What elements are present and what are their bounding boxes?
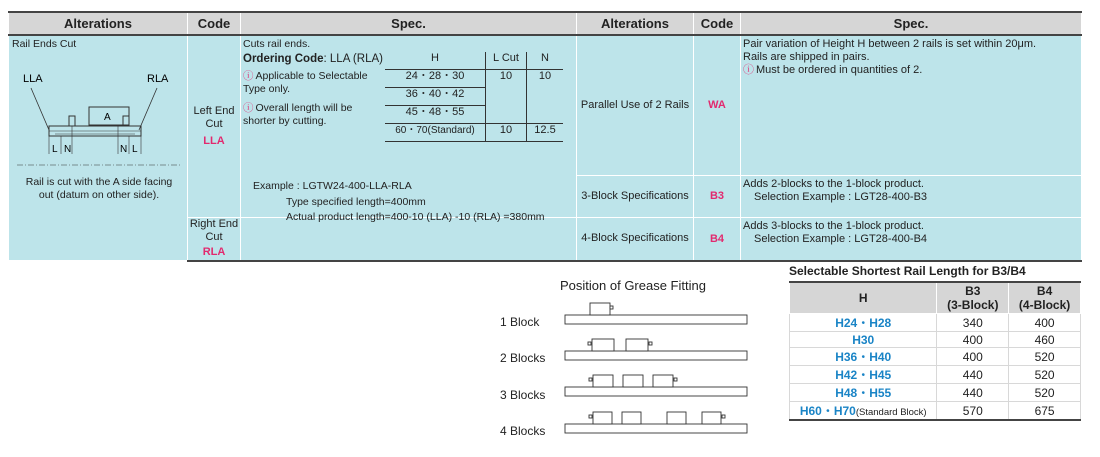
shortest-b3-cell: 570 bbox=[937, 402, 1009, 421]
parallel-alteration-cell: Parallel Use of 2 Rails bbox=[577, 35, 694, 175]
ordering-header-lcut: L Cut bbox=[486, 52, 527, 70]
shortest-header-b3 bbox=[937, 282, 1009, 314]
caution-icon: ⓘ bbox=[243, 102, 254, 114]
shortest-row bbox=[790, 366, 1081, 384]
shortest-row bbox=[790, 332, 1081, 348]
note-selectable-only bbox=[243, 70, 383, 96]
note2-text: Overall length will be shorter by cutting. bbox=[243, 102, 353, 127]
diagram-n-label-left: N bbox=[64, 144, 72, 155]
parallel-spec-line1: Pair variation of Height H between 2 rails is set within 20μm. bbox=[743, 38, 1037, 50]
ordering-code-value: : LLA (RLA) bbox=[323, 53, 383, 65]
note-overall-length bbox=[243, 102, 383, 128]
grease-label-2: 2 Blocks bbox=[500, 351, 546, 365]
example-cell bbox=[241, 179, 577, 261]
header-alterations: Alterations bbox=[9, 12, 188, 35]
shortest-b3-cell: 400 bbox=[937, 332, 1009, 348]
rail-end-cut-diagram bbox=[9, 60, 188, 170]
header-spec: Spec. bbox=[241, 12, 577, 35]
shortest-length-title: Selectable Shortest Rail Length for B3/B4 bbox=[789, 264, 1026, 278]
left-end-code-cell bbox=[188, 35, 241, 217]
b4-alteration-cell: 4-Block Specifications bbox=[577, 217, 694, 261]
b3-spec-cell bbox=[741, 175, 1082, 217]
shortest-row bbox=[790, 384, 1081, 402]
right-end-code-cell bbox=[188, 217, 241, 261]
shortest-b4-cell: 675 bbox=[1009, 402, 1081, 421]
shortest-b4-cell: 520 bbox=[1009, 348, 1081, 366]
header-code-2: Code bbox=[694, 12, 741, 35]
shortest-h-cell: H36・H40 bbox=[790, 348, 937, 366]
lla-code: LLA bbox=[203, 134, 225, 147]
note1-text: Applicable to Selectable Type only. bbox=[243, 70, 368, 95]
shortest-h-cell: H48・H55 bbox=[790, 384, 937, 402]
ordering-n-value: 10 bbox=[527, 70, 564, 124]
alterations-header-row bbox=[9, 12, 1082, 35]
shortest-header-b4 bbox=[1009, 282, 1081, 314]
wa-code: WA bbox=[694, 35, 741, 175]
shortest-b3-cell: 400 bbox=[937, 348, 1009, 366]
header-alterations-2: Alterations bbox=[577, 12, 694, 35]
parallel-spec-line3-wrap bbox=[743, 64, 1079, 77]
b4-spec-line2: Selection Example : LGT28-400-B4 bbox=[754, 232, 928, 245]
shortest-b4-cell: 520 bbox=[1009, 384, 1081, 402]
ordering-n-value: 12.5 bbox=[527, 124, 564, 142]
shortest-b3-cell: 340 bbox=[937, 314, 1009, 332]
example-line2: Type specified length=400mm bbox=[286, 195, 426, 208]
b4-header-label: B4 bbox=[1036, 284, 1053, 298]
ordering-h-value: 45・48・55 bbox=[385, 106, 486, 124]
header-code: Code bbox=[188, 12, 241, 35]
grease-label-4: 4 Blocks bbox=[500, 424, 546, 438]
header-spec-2: Spec. bbox=[741, 12, 1082, 35]
shortest-h-cell-standard bbox=[790, 402, 937, 421]
shortest-row bbox=[790, 402, 1081, 421]
grease-label-1: 1 Block bbox=[500, 315, 540, 329]
shortest-h-cell: H24・H28 bbox=[790, 314, 937, 332]
b4-spec-line1: Adds 3-blocks to the 1-block product. bbox=[743, 219, 924, 232]
shortest-header-row bbox=[790, 282, 1081, 314]
b3-spec-line2: Selection Example : LGT28-400-B3 bbox=[754, 190, 928, 203]
alterations-table bbox=[8, 11, 1082, 262]
right-end-cut-label: Right End Cut bbox=[189, 218, 239, 243]
ordering-code bbox=[243, 53, 383, 66]
ordering-lcut-value: 10 bbox=[486, 124, 527, 142]
example-line1: Example : LGTW24-400-LLA-RLA bbox=[253, 179, 412, 192]
ordering-code-label: Ordering Code bbox=[243, 53, 324, 65]
ordering-row bbox=[385, 70, 563, 88]
b3-header-sub: (3-Block) bbox=[947, 298, 999, 312]
parallel-spec-line3: Must be ordered in quantities of 2. bbox=[756, 64, 923, 76]
diagram-a-label: A bbox=[104, 112, 111, 123]
diagram-l-label-right: L bbox=[132, 144, 138, 155]
parallel-spec-cell bbox=[741, 35, 1082, 175]
rail-ends-cut-title: Rail Ends Cut bbox=[12, 38, 77, 50]
diagram-lla-label: LLA bbox=[23, 73, 43, 85]
b3-header-label: B3 bbox=[965, 284, 981, 298]
shortest-row bbox=[790, 348, 1081, 366]
b3-alteration-cell: 3-Block Specifications bbox=[577, 175, 694, 217]
b4-spec-cell bbox=[741, 217, 1082, 261]
spec-intro: Cuts rail ends. bbox=[243, 38, 311, 50]
shortest-h-cell: H30 bbox=[790, 332, 937, 348]
shortest-b3-cell: 440 bbox=[937, 384, 1009, 402]
shortest-h-standard: H60・H70 bbox=[799, 404, 856, 418]
row-parallel bbox=[9, 35, 1082, 175]
rla-code: RLA bbox=[202, 246, 226, 258]
grease-title: Position of Grease Fitting bbox=[560, 278, 706, 293]
b3-spec-line1: Adds 2-blocks to the 1-block product. bbox=[743, 177, 924, 190]
rail-note: Rail is cut with the A side facing out (datum on other side). bbox=[25, 176, 173, 201]
shortest-h-cell: H42・H45 bbox=[790, 366, 937, 384]
shortest-b3-cell: 440 bbox=[937, 366, 1009, 384]
ordering-h-value: 60・70(Standard) bbox=[385, 124, 486, 142]
ordering-header-h: H bbox=[385, 52, 486, 70]
shortest-b4-cell: 400 bbox=[1009, 314, 1081, 332]
shortest-header-h: H bbox=[790, 282, 937, 314]
grease-rails-drawing bbox=[495, 278, 765, 448]
ordering-header-row bbox=[385, 52, 563, 70]
shortest-row bbox=[790, 314, 1081, 332]
left-end-cut-label: Left End Cut bbox=[193, 104, 235, 130]
ordering-row bbox=[385, 124, 563, 142]
grease-fitting-figure bbox=[495, 278, 765, 448]
shortest-b4-cell: 520 bbox=[1009, 366, 1081, 384]
b4-header-sub: (4-Block) bbox=[1018, 298, 1071, 312]
parallel-spec-line2: Rails are shipped in pairs. bbox=[743, 51, 870, 63]
example-line3: Actual product length=400-10 (LLA) -10 (RLA) =380mm bbox=[286, 210, 545, 223]
ordering-dimension-table bbox=[385, 52, 563, 142]
grease-label-3: 3 Blocks bbox=[500, 388, 546, 402]
ordering-lcut-value: 10 bbox=[486, 70, 527, 124]
diagram-l-label-left: L bbox=[52, 144, 58, 155]
shortest-b4-cell: 460 bbox=[1009, 332, 1081, 348]
diagram-rla-label: RLA bbox=[147, 73, 169, 85]
rail-ends-cut-cell bbox=[9, 35, 188, 261]
caution-icon: ⓘ bbox=[243, 70, 254, 82]
b4-code: B4 bbox=[694, 217, 741, 261]
shortest-length-table bbox=[789, 281, 1081, 421]
b3-code: B3 bbox=[694, 175, 741, 217]
ordering-h-value: 36・40・42 bbox=[385, 88, 486, 106]
standard-block-note: (Standard Block) bbox=[855, 407, 927, 418]
ordering-h-value: 24・28・30 bbox=[385, 70, 486, 88]
diagram-n-label-right: N bbox=[120, 144, 128, 155]
caution-icon: ⓘ bbox=[743, 64, 754, 76]
ordering-header-n: N bbox=[527, 52, 564, 70]
